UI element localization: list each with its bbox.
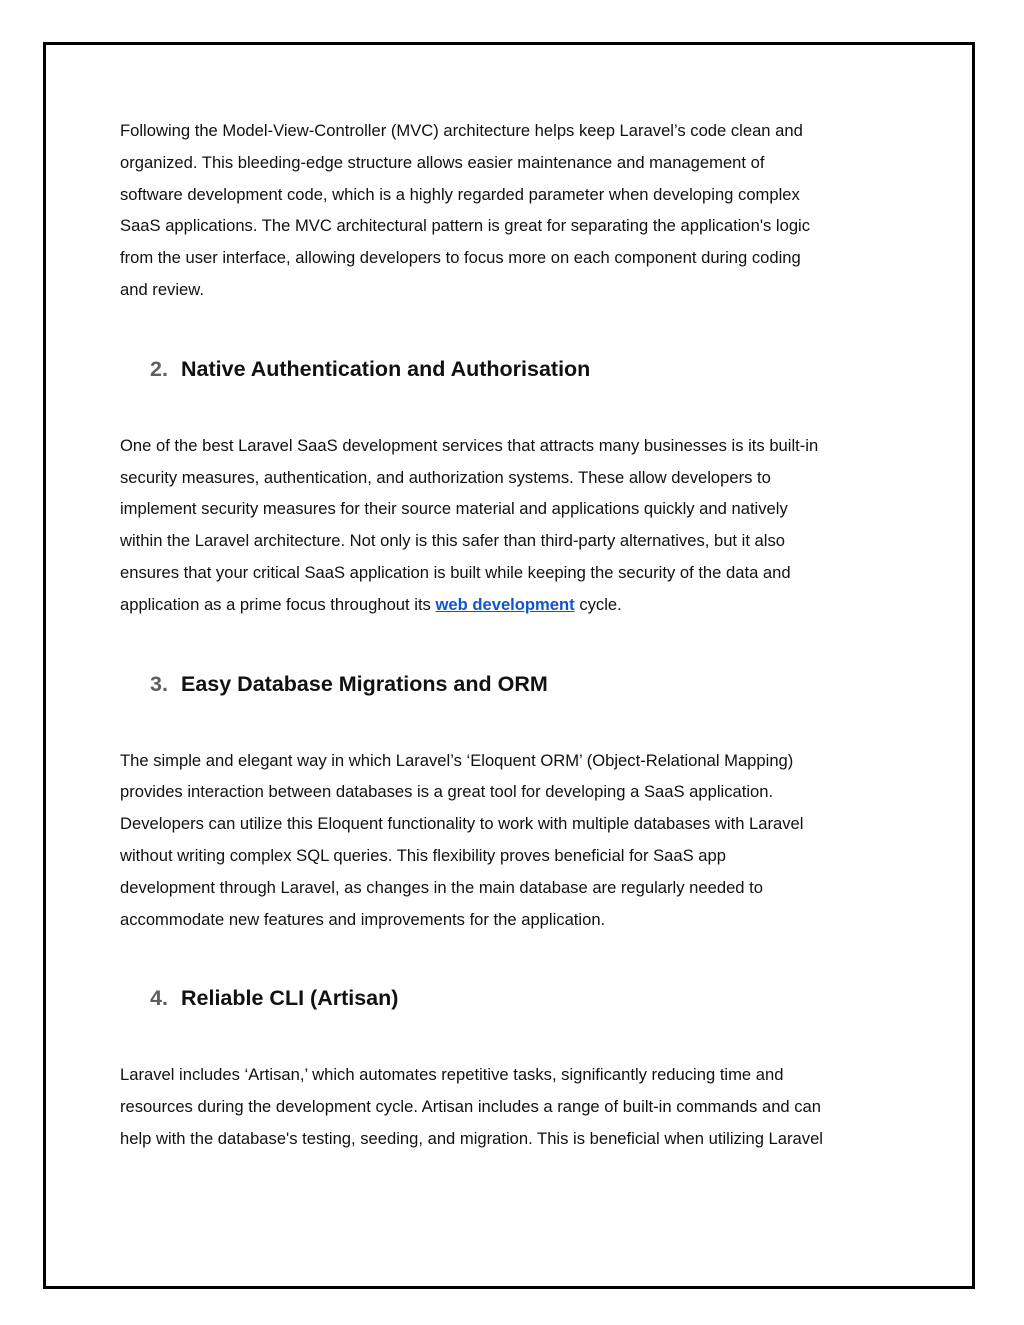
paragraph-line: from the user interface, allowing developers to focus more on each component during coding [120,248,801,268]
paragraph-line: Laravel includes ‘Artisan,’ which automates repetitive tasks, significantly reducing time and [120,1065,784,1085]
paragraph-line: development through Laravel, as changes in the main database are regularly needed to [120,877,763,897]
heading-number: 2. [150,356,168,381]
section-heading-database [120,669,920,699]
web-development-link[interactable]: web development [435,594,575,614]
paragraph-line: security measures, authentication, and authorization systems. These allow developers to [120,467,771,487]
paragraph-line: accommodate new features and improvements for the application. [120,909,606,929]
paragraph-line: help with the database's testing, seeding, and migration. This is beneficial when utilizing Laravel [120,1128,823,1148]
paragraph-line: resources during the development cycle. Artisan includes a range of built-in commands and can [120,1097,822,1117]
paragraph-line: within the Laravel architecture. Not only is this safer than third-party alternatives, but it also [120,531,785,551]
paragraph-line: and review. [120,279,204,299]
intro-paragraph [120,115,920,306]
database-paragraph [120,745,920,936]
heading-title: Reliable CLI (Artisan) [181,986,399,1011]
paragraph-line: ensures that your critical SaaS application is built while keeping the security of the data and [120,562,791,582]
paragraph-line: implement security measures for their source material and applications quickly and natively [120,499,788,519]
paragraph-line: One of the best Laravel SaaS development services that attracts many businesses is its built-in [120,435,819,455]
section-heading-authentication [120,354,920,384]
paragraph-line: without writing complex SQL queries. This flexibility proves beneficial for SaaS app [120,845,726,865]
paragraph-line: SaaS applications. The MVC architectural pattern is great for separating the application's logic [120,216,811,236]
document-content [120,115,920,1155]
heading-number: 3. [150,671,168,696]
heading-title: Easy Database Migrations and ORM [181,671,548,696]
paragraph-line: The simple and elegant way in which Laravel’s ‘Eloquent ORM’ (Object-Relational Mapping) [120,750,794,770]
paragraph-line: organized. This bleeding-edge structure allows easier maintenance and management of [120,152,765,172]
heading-title: Native Authentication and Authorisation [181,356,591,381]
heading-number: 4. [150,986,168,1011]
paragraph-line: software development code, which is a highly regarded parameter when developing complex [120,184,800,204]
paragraph-line: provides interaction between databases is a great tool for developing a SaaS application. [120,782,774,802]
section-heading-cli [120,983,920,1013]
line-text-before-link: application as a prime focus throughout its [120,594,436,614]
cli-paragraph [120,1059,920,1154]
paragraph-line: Developers can utilize this Eloquent functionality to work with multiple databases with Laravel [120,814,804,834]
authentication-paragraph [120,430,920,621]
line-text-after-link: cycle. [574,594,622,614]
paragraph-line [120,589,920,621]
paragraph-line: Following the Model-View-Controller (MVC) architecture helps keep Laravel’s code clean and [120,121,803,140]
